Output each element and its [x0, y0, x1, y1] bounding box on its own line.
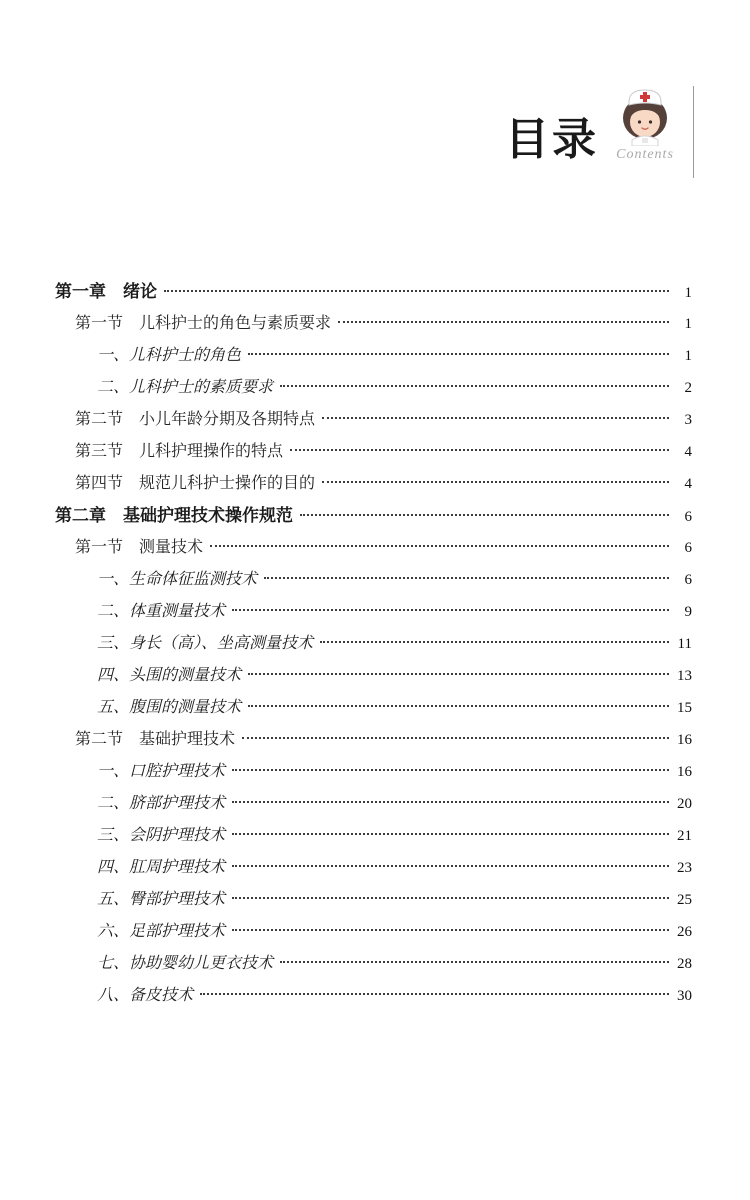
page-header [505, 84, 694, 178]
dot-leader [264, 577, 669, 579]
toc-entry-page: 1 [684, 316, 692, 332]
dot-leader [248, 705, 669, 707]
contents-script-label: Contents [616, 147, 674, 162]
toc-entry-text: 第一节 儿科护士的角色与素质要求 [75, 315, 332, 332]
toc-entry-page: 23 [677, 860, 692, 876]
dot-leader [232, 865, 669, 867]
toc-entry-text: 第三节 儿科护理操作的特点 [75, 443, 284, 460]
dot-leader [280, 961, 669, 963]
toc-entry [55, 372, 692, 404]
toc-entry-text: 四、头围的测量技术 [97, 667, 242, 684]
toc-entry-page: 6 [684, 572, 692, 588]
toc-entry-text: 七、协助婴幼儿更衣技术 [97, 955, 274, 972]
toc-entry-page: 4 [684, 476, 692, 492]
toc-entry-text: 第二节 小儿年龄分期及各期特点 [75, 411, 316, 428]
dot-leader [320, 641, 669, 643]
toc-entry-text: 五、腹围的测量技术 [97, 699, 242, 716]
toc-entry [55, 628, 692, 660]
toc-entry-text: 一、儿科护士的角色 [97, 347, 242, 364]
toc-entry [55, 980, 692, 1012]
toc-entry-text: 第一章 绪论 [55, 282, 157, 301]
dot-leader [248, 673, 669, 675]
toc-entry [55, 468, 692, 500]
nurse-badge [607, 84, 683, 163]
toc-entry [55, 564, 692, 596]
toc-entry [55, 404, 692, 436]
dot-leader [232, 609, 669, 611]
dot-leader [300, 514, 669, 516]
toc-entry-text: 六、足部护理技术 [97, 923, 226, 940]
dot-leader [322, 417, 669, 419]
toc-list [55, 276, 692, 1012]
dot-leader [280, 385, 669, 387]
toc-entry [55, 308, 692, 340]
toc-entry-text: 四、肛周护理技术 [97, 859, 226, 876]
toc-entry-text: 第四节 规范儿科护士操作的目的 [75, 475, 316, 492]
toc-entry [55, 532, 692, 564]
toc-entry-text: 二、儿科护士的素质要求 [97, 379, 274, 396]
toc-entry-page: 3 [684, 412, 692, 428]
toc-entry [55, 340, 692, 372]
dot-leader [200, 993, 669, 995]
dot-leader [232, 929, 669, 931]
toc-entry-page: 6 [684, 509, 692, 525]
toc-entry-page: 16 [677, 764, 692, 780]
toc-entry-page: 20 [677, 796, 692, 812]
toc-entry [55, 500, 692, 532]
toc-entry-page: 25 [677, 892, 692, 908]
toc-entry [55, 596, 692, 628]
toc-entry-text: 一、生命体征监测技术 [97, 571, 258, 588]
toc-entry-page: 30 [677, 988, 692, 1004]
toc-entry-text: 第二章 基础护理技术操作规范 [55, 506, 293, 525]
toc-entry [55, 436, 692, 468]
toc-entry-page: 28 [677, 956, 692, 972]
toc-entry-page: 13 [677, 668, 692, 684]
dot-leader [232, 801, 669, 803]
toc-entry-page: 1 [684, 348, 692, 364]
toc-entry-text: 第一节 测量技术 [75, 539, 204, 556]
toc-entry [55, 724, 692, 756]
dot-leader [290, 449, 669, 451]
toc-entry-page: 16 [677, 732, 692, 748]
toc-entry-text: 三、身长（高）、坐高测量技术 [97, 635, 314, 652]
toc-entry-text: 一、口腔护理技术 [97, 763, 226, 780]
toc-entry [55, 820, 692, 852]
toc-entry-page: 9 [684, 604, 692, 620]
toc-entry-page: 4 [684, 444, 692, 460]
toc-entry [55, 660, 692, 692]
toc-entry-text: 三、会阴护理技术 [97, 827, 226, 844]
toc-entry-text: 五、臀部护理技术 [97, 891, 226, 908]
toc-entry [55, 756, 692, 788]
dot-leader [232, 769, 669, 771]
toc-entry-page: 11 [677, 636, 692, 652]
toc-entry-page: 1 [684, 285, 692, 301]
toc-entry [55, 852, 692, 884]
toc-entry-text: 八、备皮技术 [97, 987, 194, 1004]
dot-leader [232, 897, 669, 899]
dot-leader [164, 290, 669, 292]
toc-entry-page: 21 [677, 828, 692, 844]
toc-entry-page: 15 [677, 700, 692, 716]
toc-entry-page: 26 [677, 924, 692, 940]
toc-entry [55, 276, 692, 308]
toc-entry-page: 6 [684, 540, 692, 556]
toc-entry-text: 第二节 基础护理技术 [75, 731, 236, 748]
dot-leader [338, 321, 669, 323]
toc-entry [55, 916, 692, 948]
toc-entry-text: 二、脐部护理技术 [97, 795, 226, 812]
toc-entry [55, 788, 692, 820]
dot-leader [232, 833, 669, 835]
page-title: 目录 [505, 115, 599, 164]
toc-entry [55, 948, 692, 980]
toc-entry-text: 二、体重测量技术 [97, 603, 226, 620]
header-divider [693, 86, 694, 178]
toc-entry [55, 692, 692, 724]
toc-entry [55, 884, 692, 916]
dot-leader [322, 481, 669, 483]
dot-leader [242, 737, 669, 739]
toc-entry-page: 2 [684, 380, 692, 396]
dot-leader [210, 545, 669, 547]
dot-leader [248, 353, 669, 355]
